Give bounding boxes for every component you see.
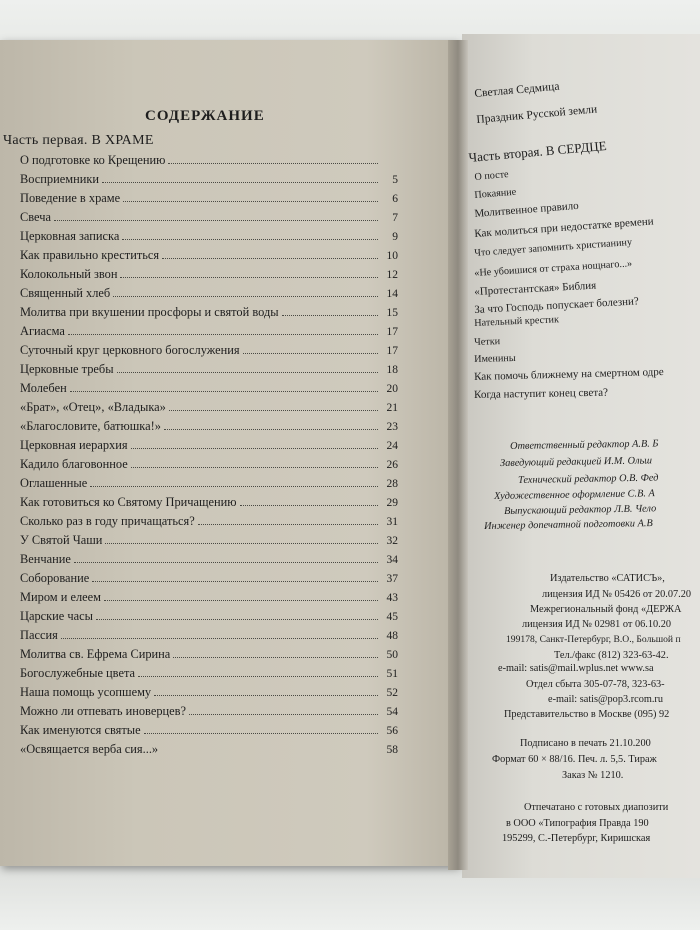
right-toc-item: Праздник Русской земли xyxy=(476,103,598,126)
toc-entry-page: 10 xyxy=(386,250,398,262)
toc-leader-dots xyxy=(96,619,378,620)
right-toc-item: Четки xyxy=(474,336,501,348)
toc-entry xyxy=(20,248,398,267)
toc-leader-dots xyxy=(173,657,378,658)
toc-entry xyxy=(20,742,398,761)
toc-entry xyxy=(20,191,398,210)
toc-entry-page: 17 xyxy=(386,326,398,338)
toc-entry-title: Наша помощь усопшему xyxy=(20,685,152,699)
toc-entry xyxy=(20,685,398,704)
right-toc-item: Когда наступит конец света? xyxy=(474,386,609,401)
toc-entry xyxy=(20,628,398,647)
right-toc-item: «Протестантская» Библия xyxy=(474,279,597,298)
credit-line: Заведующий редакцией И.М. Ольш xyxy=(500,455,653,469)
toc-leader-dots xyxy=(168,163,378,164)
toc-entry-title: Свеча xyxy=(20,210,51,224)
toc-entry xyxy=(20,533,398,552)
toc-entry-title: О подготовке ко Крещению xyxy=(20,153,166,167)
toc-entry-page: 37 xyxy=(386,573,398,585)
toc-entry xyxy=(20,324,398,343)
toc-entry-page: 52 xyxy=(386,687,398,699)
right-toc-item: Светлая Седмица xyxy=(474,80,560,100)
toc-entry-page: 21 xyxy=(386,402,398,414)
toc-entry-page: 50 xyxy=(386,649,398,661)
toc-entry-title: Соборование xyxy=(20,571,90,585)
toc-entry-title: «Освящается верба сия...» xyxy=(20,742,159,756)
toc-entry-title: Суточный круг церковного богослужения xyxy=(20,343,240,357)
toc-entry-title: Молебен xyxy=(20,381,67,395)
toc-leader-dots xyxy=(70,391,378,392)
toc-leader-dots xyxy=(90,486,378,487)
toc-entry xyxy=(20,457,398,476)
credit-line: Технический редактор О.В. Фед xyxy=(518,472,659,486)
toc-entry-page: 32 xyxy=(386,535,398,547)
toc-entry-title: «Благословите, батюшка!» xyxy=(20,419,161,433)
toc-leader-dots xyxy=(105,543,378,544)
toc-entry xyxy=(20,267,398,286)
toc-entry-title: Венчание xyxy=(20,552,71,566)
toc-leader-dots xyxy=(144,733,378,734)
toc-entry-title: Кадило благовонное xyxy=(20,457,128,471)
toc-entry-page: 7 xyxy=(392,212,398,224)
toc-entry-page: 45 xyxy=(386,611,398,623)
right-toc-item: Как молиться при недостатке времени xyxy=(474,215,654,240)
right-toc-item: Нательный крестик xyxy=(474,314,560,329)
toc-entry xyxy=(20,647,398,666)
publisher-line: 199178, Санкт-Петербург, В.О., Большой п xyxy=(506,634,681,645)
part-one-title: Часть первая. В ХРАМЕ xyxy=(3,133,154,148)
publisher-line: e-mail: satis@pop3.rcom.ru xyxy=(548,694,664,705)
credit-line: Ответственный редактор А.В. Б xyxy=(510,438,659,452)
toc-entry-page: 18 xyxy=(386,364,398,376)
toc-leader-dots xyxy=(189,714,378,715)
toc-entry-page: 20 xyxy=(386,383,398,395)
toc-entry-page: 34 xyxy=(386,554,398,566)
right-toc-item: Именины xyxy=(474,352,516,365)
toc-entry xyxy=(20,723,398,742)
toc-entry xyxy=(20,210,398,229)
toc-entry xyxy=(20,172,398,191)
right-toc-item: Как помочь ближнему на смертном одре xyxy=(474,366,664,383)
toc-entry-title: Сколько раз в году причащаться? xyxy=(20,514,195,528)
right-toc-item: О посте xyxy=(474,169,510,183)
toc-entry-page: 9 xyxy=(392,231,398,243)
publisher-line: Формат 60 × 88/16. Печ. л. 5,5. Тираж xyxy=(492,754,657,765)
toc-entry-title: Молитва св. Ефрема Сирина xyxy=(20,647,171,661)
publisher-line: Представительство в Москве (095) 92 xyxy=(504,709,670,720)
toc-entry-page: 43 xyxy=(386,592,398,604)
toc-entry-title: «Брат», «Отец», «Владыка» xyxy=(20,400,166,414)
toc-entry xyxy=(20,286,398,305)
toc-entry-page: 29 xyxy=(386,497,398,509)
toc-leader-dots xyxy=(154,695,378,696)
toc-leader-dots xyxy=(131,467,378,468)
toc-entry-title: Миром и елеем xyxy=(20,590,101,604)
toc-entry-page: 5 xyxy=(392,174,398,186)
toc-entry-page: 17 xyxy=(386,345,398,357)
toc-entry-page: 51 xyxy=(386,668,398,680)
toc-entry-page: 54 xyxy=(386,706,398,718)
publisher-line: e-mail: satis@mail.wplus.net www.sa xyxy=(498,663,654,674)
toc-entry xyxy=(20,305,398,324)
toc-entry-page: 28 xyxy=(386,478,398,490)
toc-leader-dots xyxy=(198,524,378,525)
toc-entry-page: 14 xyxy=(386,288,398,300)
toc-entry-title: Колокольный звон xyxy=(20,267,118,281)
toc-entry-title: Агиасма xyxy=(20,324,65,338)
publisher-line: в ООО «Типография Правда 190 xyxy=(506,818,649,829)
toc-entry-title: Церковные требы xyxy=(20,362,114,376)
toc-entry-page: 6 xyxy=(392,193,398,205)
publisher-line: Издательство «САТИСЪ», xyxy=(550,573,665,584)
toc-entry xyxy=(20,495,398,514)
right-toc-item: Покаяние xyxy=(474,186,517,201)
toc-entry-title: Как правильно креститься xyxy=(20,248,160,262)
toc-leader-dots xyxy=(243,353,378,354)
toc-entry-page: 24 xyxy=(386,440,398,452)
toc-entry xyxy=(20,666,398,685)
toc-entry-title: У Святой Чаши xyxy=(20,533,103,547)
toc-leader-dots xyxy=(117,372,378,373)
publisher-line: 195299, С.-Петербург, Киришская xyxy=(502,833,651,844)
toc-leader-dots xyxy=(92,581,378,582)
toc-entry-title: Поведение в храме xyxy=(20,191,121,205)
toc-leader-dots xyxy=(123,201,378,202)
right-page-content xyxy=(462,0,700,930)
publisher-line: Заказ № 1210. xyxy=(562,770,624,781)
right-toc-item: Молитвенное правило xyxy=(474,199,580,220)
toc-leader-dots xyxy=(102,182,378,183)
toc-entry xyxy=(20,476,398,495)
right-toc-item: «Не убоишися от страха нощнаго...» xyxy=(474,258,633,279)
publisher-line: Подписано в печать 21.10.200 xyxy=(520,738,651,749)
toc-entry-title: Богослужебные цвета xyxy=(20,666,136,680)
publisher-line: Отпечатано с готовых диапозити xyxy=(524,802,669,813)
toc-entry-page: 48 xyxy=(386,630,398,642)
toc-leader-dots xyxy=(282,315,378,316)
toc-leader-dots xyxy=(120,277,378,278)
toc-entry-title: Церковная записка xyxy=(20,229,120,243)
toc-entry xyxy=(20,343,398,362)
toc-entry-page: 31 xyxy=(386,516,398,528)
toc-entry xyxy=(20,514,398,533)
toc-leader-dots xyxy=(61,638,378,639)
right-toc-item: Что следует запомнить христианину xyxy=(474,236,633,259)
toc-entry-page: 12 xyxy=(386,269,398,281)
toc-title: СОДЕРЖАНИЕ xyxy=(145,108,265,124)
toc-leader-dots xyxy=(240,505,378,506)
toc-entry xyxy=(20,590,398,609)
credit-line: Художественное оформление С.В. А xyxy=(494,488,655,502)
toc-leader-dots xyxy=(138,676,378,677)
toc-leader-dots xyxy=(113,296,378,297)
toc-entry-title: Как готовиться ко Святому Причащению xyxy=(20,495,237,509)
toc-entry xyxy=(20,438,398,457)
credit-line: Выпускающий редактор Л.В. Чело xyxy=(504,503,657,517)
toc-leader-dots xyxy=(122,239,378,240)
toc-entry xyxy=(20,381,398,400)
toc-entry xyxy=(20,571,398,590)
toc-entry xyxy=(20,400,398,419)
part-two-title: Часть вторая. В СЕРДЦЕ xyxy=(468,137,608,165)
toc-entry-title: Можно ли отпевать иноверцев? xyxy=(20,704,187,718)
credit-line: Инженер допечатной подготовки А.В xyxy=(484,518,653,532)
toc-entry-title: Священный хлеб xyxy=(20,286,111,300)
publisher-line: Отдел сбыта 305-07-78, 323-63- xyxy=(526,679,665,690)
toc-entry-title: Церковная иерархия xyxy=(20,438,128,452)
toc-entry-title: Как именуются святые xyxy=(20,723,141,737)
right-toc-item: За что Господь попускает болезни? xyxy=(474,295,640,316)
toc-entry xyxy=(20,704,398,723)
toc-entry xyxy=(20,362,398,381)
toc-leader-dots xyxy=(74,562,378,563)
toc-entry-title: Оглашенные xyxy=(20,476,88,490)
toc-leader-dots xyxy=(131,448,378,449)
publisher-line: Тел./факс (812) 323-63-42. xyxy=(554,650,669,661)
publisher-line: Межрегиональный фонд «ДЕРЖА xyxy=(530,604,682,615)
toc-entry-title: Восприемники xyxy=(20,172,99,186)
toc-leader-dots xyxy=(162,258,378,259)
toc-entry-title: Царские часы xyxy=(20,609,93,623)
toc-entry xyxy=(20,153,398,172)
toc-leader-dots xyxy=(169,410,378,411)
toc-leader-dots xyxy=(164,429,378,430)
toc-entry xyxy=(20,552,398,571)
toc-entry xyxy=(20,419,398,438)
toc-entry xyxy=(20,609,398,628)
toc-leader-dots xyxy=(54,220,378,221)
publisher-line: лицензия ИД № 02981 от 06.10.20 xyxy=(522,619,672,630)
toc-leader-dots xyxy=(68,334,378,335)
toc-entry-page: 56 xyxy=(386,725,398,737)
toc-entry-title: Молитва при вкушении просфоры и святой воды xyxy=(20,305,279,319)
toc-entry-title: Пассия xyxy=(20,628,58,642)
toc-entry xyxy=(20,229,398,248)
toc-entry-page: 26 xyxy=(386,459,398,471)
toc-leader-dots xyxy=(104,600,378,601)
toc-entry-page: 15 xyxy=(386,307,398,319)
toc-entry-page: 58 xyxy=(386,744,398,756)
toc-entry-page: 23 xyxy=(386,421,398,433)
publisher-line: лицензия ИД № 05426 от 20.07.20 xyxy=(542,589,692,600)
